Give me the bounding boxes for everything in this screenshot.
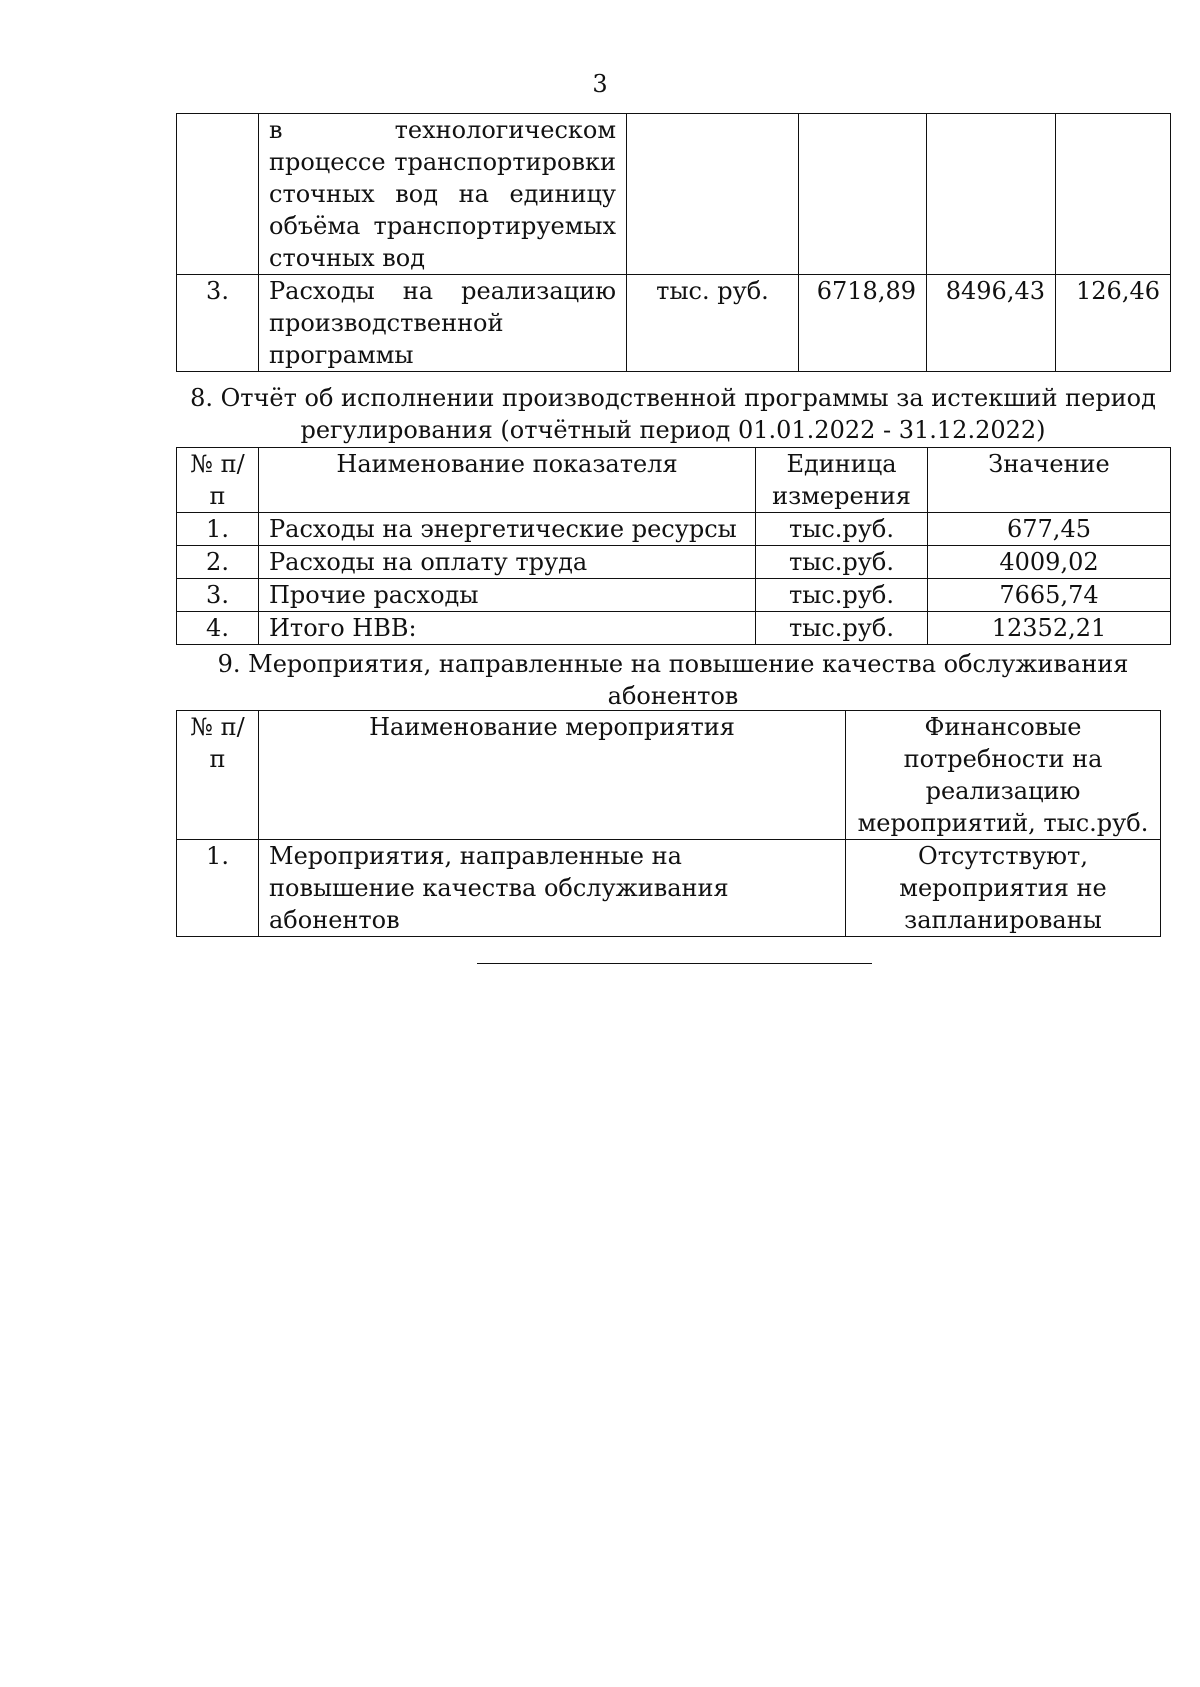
row-number: 4. — [177, 612, 259, 645]
header-indicator-name: Наименование показателя — [259, 448, 756, 513]
section-8-title: 8. Отчёт об исполнении производственной программы за истекший период регулирования (отчётный период 01.01.2022 - 31.12.2022) — [190, 384, 1156, 444]
header-measure-name: Наименование мероприятия — [259, 711, 846, 840]
indicator-name: Расходы на реализацию производственной программы — [259, 275, 627, 372]
indicator-name: в технологическом процессе транспортировки сточных вод на единицу объёма транспортируемых сточных вод — [259, 114, 627, 275]
unit-cell — [627, 114, 799, 275]
value-cell — [1056, 114, 1171, 275]
unit-cell: тыс. руб. — [627, 275, 799, 372]
header-finance: Финансовые потребности на реализацию мероприятий, тыс.руб. — [846, 711, 1161, 840]
unit-cell: тыс.руб. — [756, 546, 928, 579]
value-cell: 6718,89 — [799, 275, 927, 372]
measures-table — [176, 710, 1161, 937]
row-number: 2. — [177, 546, 259, 579]
row-number: 3. — [177, 275, 259, 372]
continuation-table — [176, 113, 1171, 372]
header-number: № п/п — [177, 711, 259, 840]
finance-cell: Отсутствуют, мероприятия не запланированы — [846, 840, 1161, 937]
value-cell: 7665,74 — [928, 579, 1171, 612]
indicator-name: Прочие расходы — [259, 579, 756, 612]
indicator-name: Итого НВВ: — [259, 612, 756, 645]
row-number — [177, 114, 259, 275]
table-row — [177, 546, 1171, 579]
table-row — [177, 114, 1171, 275]
value-cell: 8496,43 — [927, 275, 1056, 372]
table-row — [177, 612, 1171, 645]
row-number: 3. — [177, 579, 259, 612]
table-row — [177, 275, 1171, 372]
header-unit: Единица измерения — [756, 448, 928, 513]
unit-cell: тыс.руб. — [756, 579, 928, 612]
page-number: 3 — [592, 70, 608, 98]
table-header-row — [177, 448, 1171, 513]
indicator-name: Расходы на энергетические ресурсы — [259, 513, 756, 546]
header-number: № п/п — [177, 448, 259, 513]
value-cell — [799, 114, 927, 275]
indicator-name: Расходы на оплату труда — [259, 546, 756, 579]
value-cell: 12352,21 — [928, 612, 1171, 645]
unit-cell: тыс.руб. — [756, 513, 928, 546]
value-cell: 4009,02 — [928, 546, 1171, 579]
section-9-title: 9. Мероприятия, направленные на повышение качества обслуживания абонентов — [217, 650, 1129, 710]
value-cell — [927, 114, 1056, 275]
measure-name: Мероприятия, направленные на повышение качества обслуживания абонентов — [259, 840, 846, 937]
header-value: Значение — [928, 448, 1171, 513]
unit-cell: тыс.руб. — [756, 612, 928, 645]
end-of-document-rule — [477, 963, 872, 964]
table-header-row — [177, 711, 1161, 840]
table-row — [177, 579, 1171, 612]
table-row — [177, 840, 1161, 937]
value-cell: 126,46 — [1056, 275, 1171, 372]
table-row — [177, 513, 1171, 546]
report-table — [176, 447, 1171, 645]
row-number: 1. — [177, 513, 259, 546]
row-number: 1. — [177, 840, 259, 937]
value-cell: 677,45 — [928, 513, 1171, 546]
